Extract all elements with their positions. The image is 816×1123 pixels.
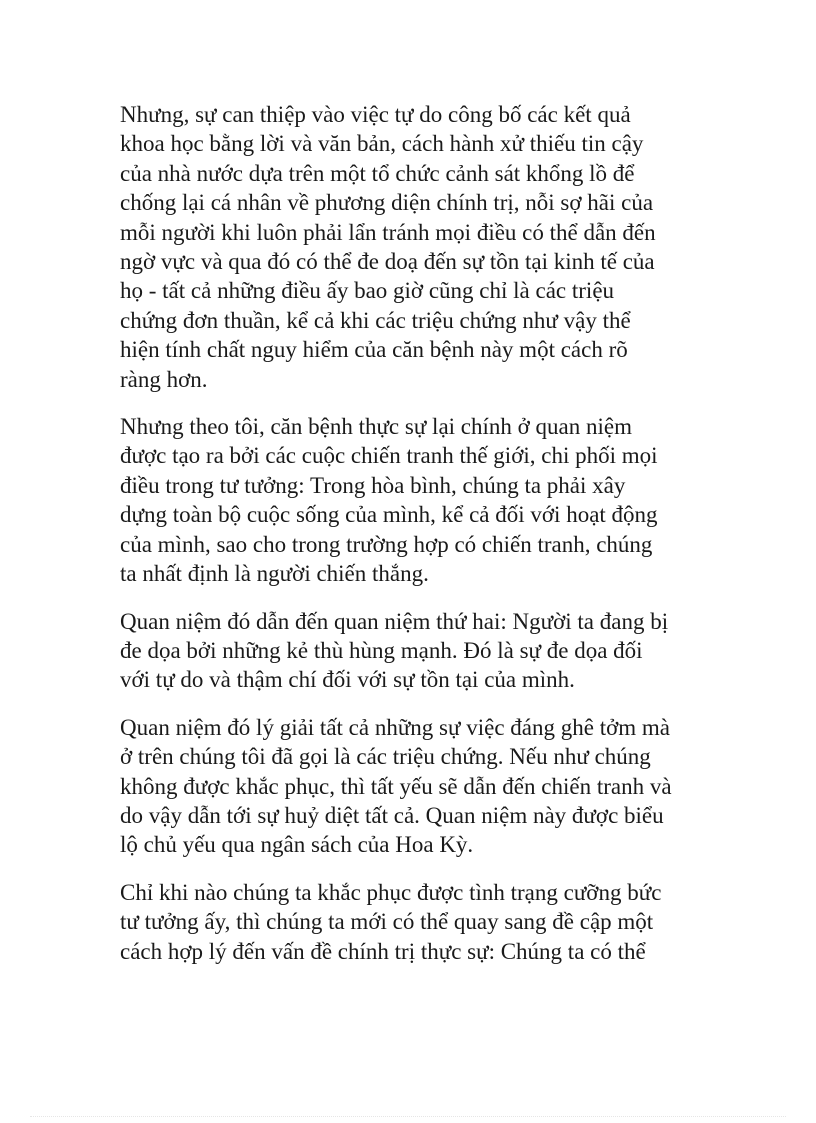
text-line: khoa học bằng lời và văn bản, cách hành xử thiếu tin cậy — [120, 131, 644, 157]
text-line: ràng hơn. — [120, 366, 208, 392]
text-line: dựng toàn bộ cuộc sống của mình, kể cả đối với hoạt động — [120, 502, 658, 528]
paragraph-4 — [120, 713, 710, 860]
text-line: Chỉ khi nào chúng ta khắc phục được tình trạng cưỡng bức — [120, 879, 662, 905]
paragraph-1 — [120, 100, 710, 394]
text-line: mỗi người khi luôn phải lẩn tránh mọi điều có thể dẫn đến — [120, 219, 656, 245]
text-line: Nhưng, sự can thiệp vào việc tự do công bố các kết quả — [120, 102, 631, 127]
text-line: được tạo ra bởi các cuộc chiến tranh thế giới, chi phối mọi — [120, 443, 658, 469]
paragraph-3 — [120, 607, 710, 695]
text-line: lộ chủ yếu qua ngân sách của Hoa Kỳ. — [120, 832, 474, 858]
document-body — [120, 100, 710, 984]
text-line: ở trên chúng tôi đã gọi là các triệu chứng. Nếu như chúng — [120, 744, 651, 770]
text-line: của nhà nước dựa trên một tổ chức cảnh sát khổng lồ để — [120, 160, 635, 186]
text-line: với tự do và thậm chí đối với sự tồn tại của mình. — [120, 667, 575, 693]
text-line: ngờ vực và qua đó có thể đe doạ đến sự tồn tại kinh tế của — [120, 249, 655, 275]
text-line: tư tưởng ấy, thì chúng ta mới có thể quay sang đề cập một — [120, 909, 654, 935]
text-line: ta nhất định là người chiến thắng. — [120, 561, 429, 587]
text-line: hiện tính chất nguy hiểm của căn bệnh này một cách rõ — [120, 337, 628, 363]
paragraph-2 — [120, 412, 710, 588]
text-line: chứng đơn thuần, kể cả khi các triệu chứng như vậy thể — [120, 307, 631, 333]
text-line: của mình, sao cho trong trường hợp có chiến tranh, chúng — [120, 531, 653, 557]
text-line: chống lại cá nhân về phương diện chính trị, nỗi sợ hãi của — [120, 190, 654, 216]
text-line: không được khắc phục, thì tất yếu sẽ dẫn đến chiến tranh và — [120, 773, 672, 799]
text-line: Quan niệm đó dẫn đến quan niệm thứ hai: Người ta đang bị — [120, 608, 669, 634]
text-line: đe dọa bởi những kẻ thù hùng mạnh. Đó là sự đe dọa đối — [120, 637, 643, 663]
text-line: Quan niệm đó lý giải tất cả những sự việc đáng ghê tởm mà — [120, 714, 670, 740]
paragraph-5 — [120, 878, 710, 966]
text-line: điều trong tư tưởng: Trong hòa bình, chúng ta phải xây — [120, 472, 626, 498]
text-line: cách hợp lý đến vấn đề chính trị thực sự: Chúng ta có thể — [120, 938, 646, 964]
text-line: họ - tất cả những điều ấy bao giờ cũng chỉ là các triệu — [120, 278, 615, 304]
text-line: Nhưng theo tôi, căn bệnh thực sự lại chính ở quan niệm — [120, 414, 633, 440]
page-bottom-divider — [30, 1116, 786, 1117]
text-line: do vậy dẫn tới sự huỷ diệt tất cả. Quan niệm này được biểu — [120, 802, 664, 828]
